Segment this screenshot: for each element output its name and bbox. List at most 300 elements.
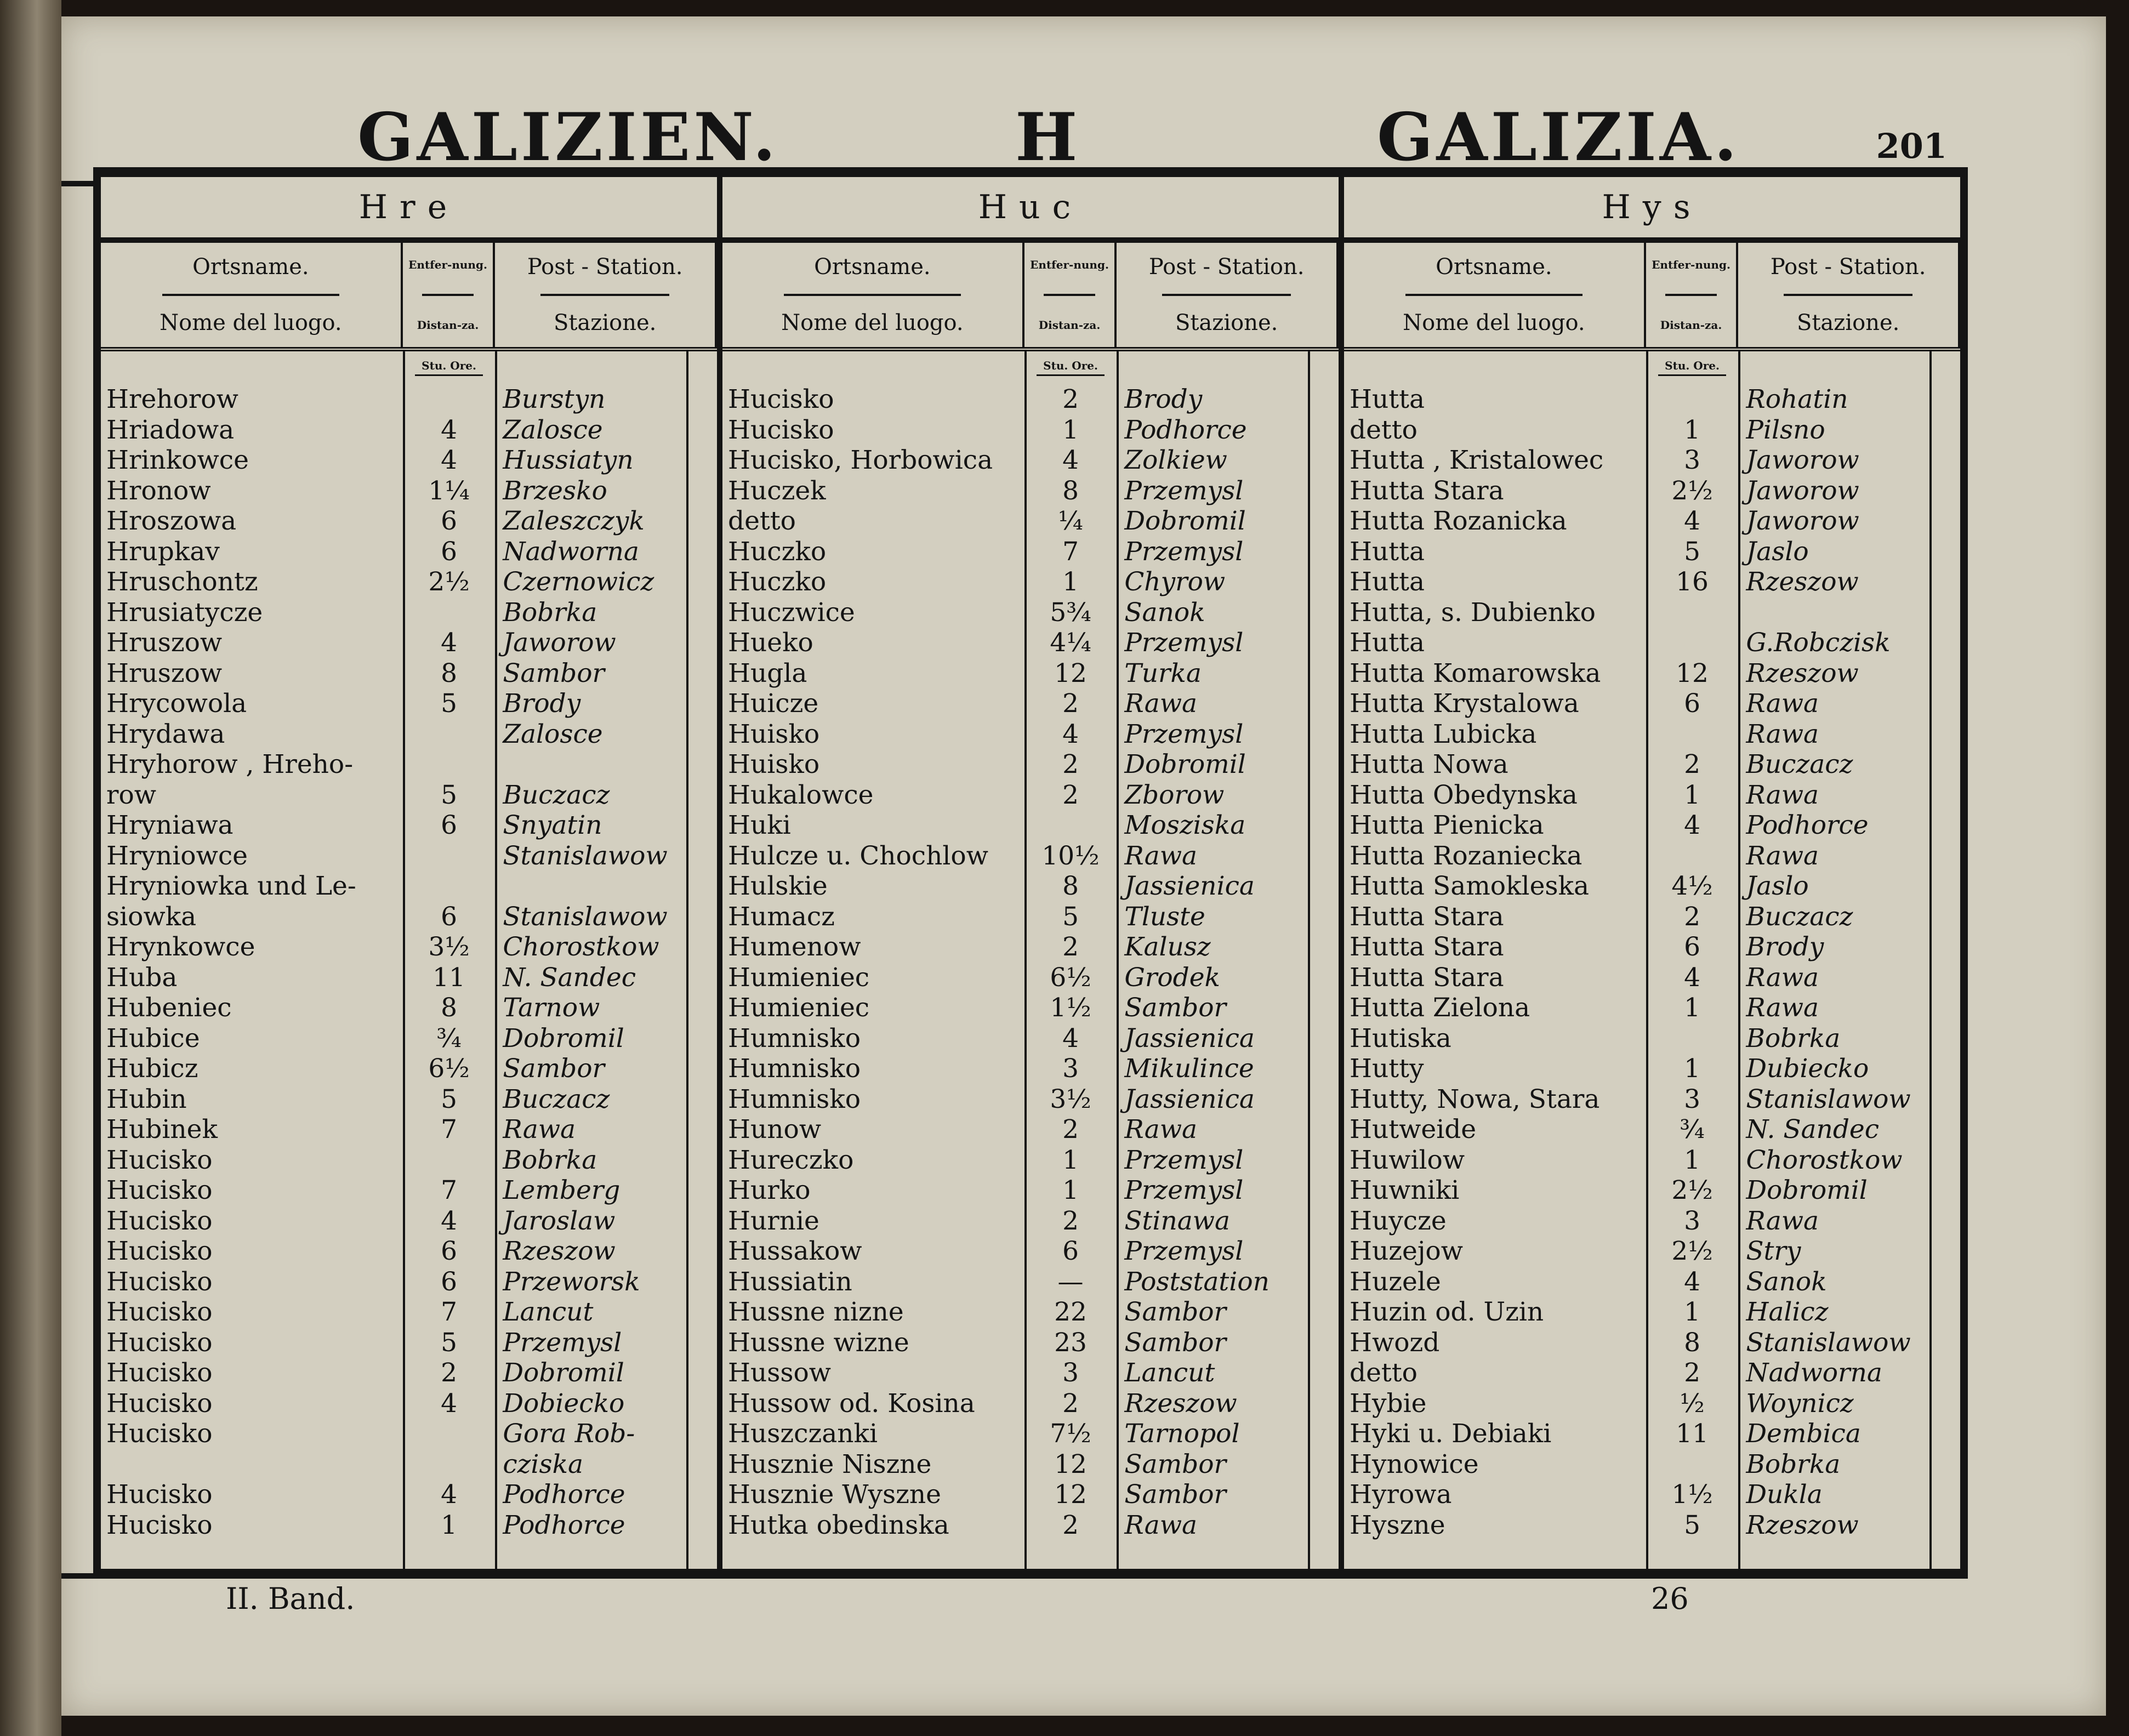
place-name: Hutta, s. Dubienko [1350,597,1596,628]
post-station: Rzeszow [1746,1510,1859,1540]
place-name: Huwniki [1350,1175,1460,1205]
unit-rule [415,374,483,376]
distance: 2 [441,1358,457,1388]
post-station: Tluste [1124,901,1205,932]
distance: 11 [1676,1419,1709,1449]
post-station: Rzeszow [1746,658,1859,688]
post-station: N. Sandec [1746,1114,1880,1145]
distance: 6 [441,901,457,932]
place-name: Hutta Komarowska [1350,658,1601,688]
post-station: Stanislawow [503,901,668,932]
place-name: Hucisko [106,1236,213,1266]
post-station: Jaroslaw [503,1205,616,1236]
place-name: Huisko [728,749,820,779]
post-station: Sambor [1124,993,1226,1023]
distance [1646,841,1739,872]
place-name: Hussakow [728,1236,862,1266]
distance: 2 [1062,749,1079,779]
post-station: Zalosce [503,414,603,445]
distance: 4¼ [1050,628,1091,658]
block-hre [101,177,722,1569]
post-station: Sambor [1124,1327,1226,1358]
place-name: Hrupkav [106,536,220,567]
distance: 8 [1062,871,1079,901]
entfernung-label: Entfer-nung. [408,258,487,271]
post-station: Brody [503,688,581,719]
place-name [101,1449,403,1480]
distance [1646,597,1739,628]
post-station: Jaslo [1746,871,1809,901]
header-distance [1024,243,1117,347]
post-station: Stry [1746,1236,1801,1266]
post-station: Zaleszczyk [503,506,645,536]
place-name: Hutty, Nowa, Stara [1350,1084,1600,1114]
column-header [1344,243,1960,351]
header-rule [784,294,961,296]
place-name: Hutta Stara [1350,475,1504,506]
post-station: Lancut [1124,1358,1215,1388]
post-station [495,871,717,902]
place-name: Hurko [728,1175,811,1205]
place-name: Hrydawa [106,719,225,749]
distance: 7 [1062,536,1079,567]
place-name: Hugla [728,658,807,688]
place-name: row [106,779,156,810]
place-name: Hucisko [728,414,834,445]
place-name: Hrinkowce [106,445,249,475]
distance: — [1057,1266,1084,1297]
place-name: Hutweide [1350,1114,1477,1145]
place-name: Hucisko [106,1510,213,1540]
post-station: Dobromil [1124,506,1246,536]
place-name: Huzin od. Uzin [1350,1297,1544,1327]
unit-rule [1037,374,1105,376]
place-name: Hutta [1350,567,1425,597]
distance: 4 [441,1205,457,1236]
distance: 8 [441,993,457,1023]
post-station: Chorostkow [503,932,659,962]
post-station: Przemysl [1124,475,1244,506]
place-name: Hucisko [106,1358,213,1388]
post-station: Buczacz [503,1084,610,1114]
post-station: Zolkiew [1124,445,1227,475]
header-station [1738,243,1960,347]
distance [403,749,496,780]
post-station: Rawa [1124,1510,1198,1540]
place-name: Hutta [1350,628,1425,658]
place-name: Hucisko [106,1205,213,1236]
place-name: Hubeniec [106,993,232,1023]
place-name: Hrycowola [106,688,247,719]
page-number: 201 [1876,126,1947,166]
place-name: Huwilow [1350,1145,1465,1175]
place-name: Humnisko [728,1023,861,1054]
header-rule [422,294,474,296]
post-station: Buczacz [503,779,610,810]
distance: 6½ [1050,962,1091,993]
place-name: Huycze [1350,1205,1447,1236]
distance: 16 [1676,567,1709,597]
distance: 1 [441,1510,457,1540]
distance: 12 [1054,1449,1087,1479]
post-station: Rawa [1746,779,1819,810]
column-divider [1024,351,1027,1569]
post-station: Bobrka [1746,1449,1841,1479]
nome-label: Nome del luogo. [160,310,342,335]
place-name: Hruszow [106,628,223,658]
stazione-label: Stazione. [1175,310,1278,335]
ortsname-label: Ortsname. [1436,254,1552,280]
distance: 5 [441,688,457,719]
distance: 2½ [428,567,470,597]
distance: 2½ [1671,1175,1713,1205]
distance: 6 [441,1266,457,1297]
place-name: Huisko [728,719,820,749]
post-station: Przemysl [1124,628,1244,658]
place-name: Hybie [1350,1388,1427,1419]
entfernung-label: Entfer-nung. [1652,258,1730,271]
column-header [101,243,717,351]
distance [403,1145,496,1176]
distance: 4 [441,445,457,475]
post-station: Nadworna [503,536,639,567]
post-station: Chorostkow [1746,1145,1903,1175]
distance [403,841,496,872]
distance: 4 [1062,719,1079,749]
post-station: Dukla [1746,1479,1823,1510]
post-station: Buczacz [1746,901,1853,932]
distance: 3 [1062,1054,1079,1084]
post-station: Dobiecko [503,1388,625,1419]
distance [403,871,496,902]
post-station: Przeworsk [503,1266,640,1297]
distance: 7 [441,1114,457,1145]
place-name: Huczko [728,567,827,597]
block-hys [1344,177,1960,1569]
post-station: Sambor [503,1054,605,1084]
distance: 5 [441,1327,457,1358]
post-station: Podhorce [503,1510,625,1540]
place-name: Hueko [728,628,813,658]
place-name: Hyrowa [1350,1479,1452,1510]
post-station: N. Sandec [503,962,636,993]
distance: 7 [441,1297,457,1327]
distance: 6 [441,810,457,840]
place-name: Hussiatin [728,1266,852,1297]
post-station: Sambor [1124,1479,1226,1510]
page-footer [61,1581,2106,1636]
post-station: Dobromil [1746,1175,1868,1205]
post-station: Snyatin [503,810,602,840]
distance: 4 [441,628,457,658]
distance: 1 [1684,414,1700,445]
distance: 4 [1684,962,1700,993]
distance: 4 [1062,445,1079,475]
header-station [1117,243,1339,347]
post-station: Przemysl [1124,1175,1244,1205]
distance: 10½ [1041,840,1100,871]
post-station: Podhorce [1124,414,1247,445]
post-station: cziska [503,1449,584,1479]
post-station: Nadworna [1746,1358,1882,1388]
block-title: Hys [1344,177,1960,243]
place-name: Huzele [1350,1266,1441,1297]
place-name: Hubin [106,1084,187,1114]
post-station: Dobromil [1124,749,1246,779]
place-name: Hucisko [106,1327,213,1358]
place-name: Hutta Rozanicka [1350,506,1567,536]
distance: 2½ [1671,1236,1713,1266]
place-name: Humieniec [728,993,870,1023]
distanza-label: Distan-za. [1038,318,1101,332]
distance: 4 [441,1479,457,1510]
post-station: Bobrka [1746,1023,1841,1054]
post-station: Jaworow [1746,506,1859,536]
distance: 2 [1062,932,1079,962]
column-divider [495,351,497,1569]
post-station: Przemysl [503,1327,622,1358]
block-title: Huc [722,177,1339,243]
place-name: Hruschontz [106,567,258,597]
distance: 3½ [428,932,470,962]
distance [1646,1449,1739,1480]
distance: 2 [1062,1205,1079,1236]
distance: 3 [1684,1205,1700,1236]
place-name: Hrynkowce [106,932,255,962]
place-name: Huczko [728,536,827,567]
place-name: Humnisko [728,1054,861,1084]
distance: 22 [1054,1297,1087,1327]
distance: 11 [432,962,465,993]
distance [1646,384,1739,415]
post-station: Stanislawow [1746,1084,1911,1114]
distance: 5 [1062,901,1079,932]
post-station: Rzeszow [1746,567,1859,597]
place-name: Hucisko [106,1175,213,1205]
distance: 2½ [1671,475,1713,506]
post-station: Rohatin [1746,384,1848,414]
place-name: Humnisko [728,1084,861,1114]
block-title: Hre [101,177,717,243]
header-right: GALIZIA. [1377,99,1740,176]
header-rule [540,294,670,296]
post-station: Sanok [1124,597,1205,628]
book-page [61,16,2106,1716]
entry-list [101,351,717,1569]
place-name: Hryniowka und Le- [106,871,356,901]
place-name: Hucisko [106,1419,213,1449]
post-station: Rawa [1124,1114,1198,1145]
volume-label: II. Band. [226,1581,355,1616]
post-station-label: Post - Station. [1770,254,1926,280]
place-name: Hutta Krystalowa [1350,688,1579,719]
place-name: Hutta Obedynska [1350,779,1578,810]
distance: 1 [1684,993,1700,1023]
header-rule [1405,294,1582,296]
stazione-label: Stazione. [553,310,657,335]
distance: ¼ [1058,506,1083,536]
distance: ¾ [1680,1114,1705,1145]
place-name: Hutta , Kristalowec [1350,445,1604,475]
place-name: Hruszow [106,658,223,688]
post-station: Bobrka [503,597,597,628]
post-station [1738,597,1960,628]
column-divider [1117,351,1119,1569]
place-name: Huki [728,810,791,840]
place-name: Hunow [728,1114,822,1145]
distance: 2 [1062,779,1079,810]
distance: 1 [1062,414,1079,445]
distance: 8 [1684,1327,1700,1358]
distance: 2 [1062,1388,1079,1419]
header-distance [1646,243,1739,347]
post-station: Mikulince [1124,1054,1254,1084]
place-name: Hynowice [1350,1449,1479,1479]
place-name: Hwozd [1350,1327,1440,1358]
place-name: Hryniawa [106,810,234,840]
unit-label: Stu. Ore. [1665,359,1720,372]
post-station: Kalusz [1124,932,1211,962]
place-name: Humenow [728,932,861,962]
post-station: Dobromil [503,1358,624,1388]
post-station: Przemysl [1124,1236,1244,1266]
distance: 3 [1684,445,1700,475]
place-name: Hubinek [106,1114,218,1145]
post-station: Lemberg [503,1175,621,1205]
entry-list [1344,351,1960,1569]
unit-rule [1658,374,1726,376]
facing-page-edge [0,0,61,1736]
place-name: Hukalowce [728,779,874,810]
post-station: Jaworow [503,628,616,658]
place-name: Huczwice [728,597,855,628]
distance: 6 [441,1236,457,1266]
column-divider [403,351,405,1569]
distance: 6½ [428,1054,470,1084]
post-station: Woynicz [1746,1388,1854,1419]
distance: 2 [1062,1510,1079,1540]
place-name: Humieniec [728,962,870,993]
place-name: Hutta Stara [1350,962,1504,993]
place-name: Hussow od. Kosina [728,1388,975,1419]
distance [1024,810,1117,841]
distance: 5¾ [1050,597,1091,628]
distance: 7½ [1050,1419,1091,1449]
post-station: Rawa [1124,688,1198,719]
place-name: Hubice [106,1023,200,1054]
block-huc [722,177,1344,1569]
post-station: Buczacz [1746,749,1853,779]
distance: 4 [441,1388,457,1419]
header-rule [1784,294,1913,296]
place-name: Huba [106,962,178,993]
place-name: Hucisko [106,1297,213,1327]
post-station-label: Post - Station. [527,254,683,280]
distance: 2 [1062,1114,1079,1145]
post-station: Rawa [1746,993,1819,1023]
place-name: Hriadowa [106,414,235,445]
place-name: Hucisko [728,384,834,414]
post-station: Jassienica [1124,1023,1255,1054]
header-center: H [1015,99,1081,176]
distance: 23 [1054,1327,1087,1358]
post-station: Grodek [1124,962,1221,993]
post-station: Pilsno [1746,414,1825,445]
distance: 8 [441,658,457,688]
post-station: Jaslo [1746,536,1809,567]
header-rule [1044,294,1095,296]
distance: 12 [1054,658,1087,688]
distance: 2 [1684,901,1700,932]
column-divider [1308,351,1310,1569]
place-name: Hucisko, Horbowica [728,445,993,475]
sheet-number: 26 [1651,1581,1689,1616]
post-station: Rawa [1746,688,1819,719]
distance: 1½ [1671,1479,1713,1510]
distance: 2 [1062,688,1079,719]
post-station: Przemysl [1124,719,1244,749]
place-name: Huczek [728,475,826,506]
distance: 5 [1684,1510,1700,1540]
post-station: Stanislawow [503,840,668,871]
post-station: Stinawa [1124,1205,1231,1236]
gazetteer-table [93,167,1968,1579]
distance: ½ [1680,1388,1705,1419]
place-name: Hryniowce [106,840,248,871]
place-name: Hussne nizne [728,1297,904,1327]
column-divider [686,351,688,1569]
header-ortsname [1344,243,1646,347]
unit-label: Stu. Ore. [422,359,476,372]
place-name: Hussne wizne [728,1327,909,1358]
post-station: Jaworow [1746,475,1859,506]
distance: 2 [1062,384,1079,414]
distance: 4 [1684,810,1700,840]
post-station: Rawa [1746,1205,1819,1236]
header-rule [1665,294,1717,296]
distance: 5 [1684,536,1700,567]
place-name: Hronow [106,475,211,506]
post-station: Hussiatyn [503,445,634,475]
post-station: Dubiecko [1746,1054,1869,1084]
post-station: Brzesko [503,475,607,506]
place-name: Humacz [728,901,835,932]
post-station: Turka [1124,658,1202,688]
place-name: Hutta Pienicka [1350,810,1544,840]
place-name: Hucisko [106,1388,213,1419]
distance: 3½ [1050,1084,1091,1114]
stazione-label: Stazione. [1796,310,1900,335]
distance: 6 [1684,932,1700,962]
place-name: Husznie Wyszne [728,1479,941,1510]
distance: 5 [441,779,457,810]
post-station: G.Robczisk [1746,628,1891,658]
place-name: Hulcze u. Chochlow [728,840,988,871]
place-name: Hutta [1350,384,1425,414]
header-ortsname [722,243,1024,347]
place-name: Hyszne [1350,1510,1445,1540]
distance: 6 [1062,1236,1079,1266]
column-divider [1929,351,1932,1569]
distance [403,1419,496,1449]
distance: 1 [1062,1145,1079,1175]
header-station [495,243,717,347]
post-station: Dembica [1746,1419,1861,1449]
post-station: Mosziska [1124,810,1246,840]
post-station: Poststation [1124,1266,1270,1297]
distance: 1¼ [428,475,470,506]
place-name: detto [1350,1358,1418,1388]
